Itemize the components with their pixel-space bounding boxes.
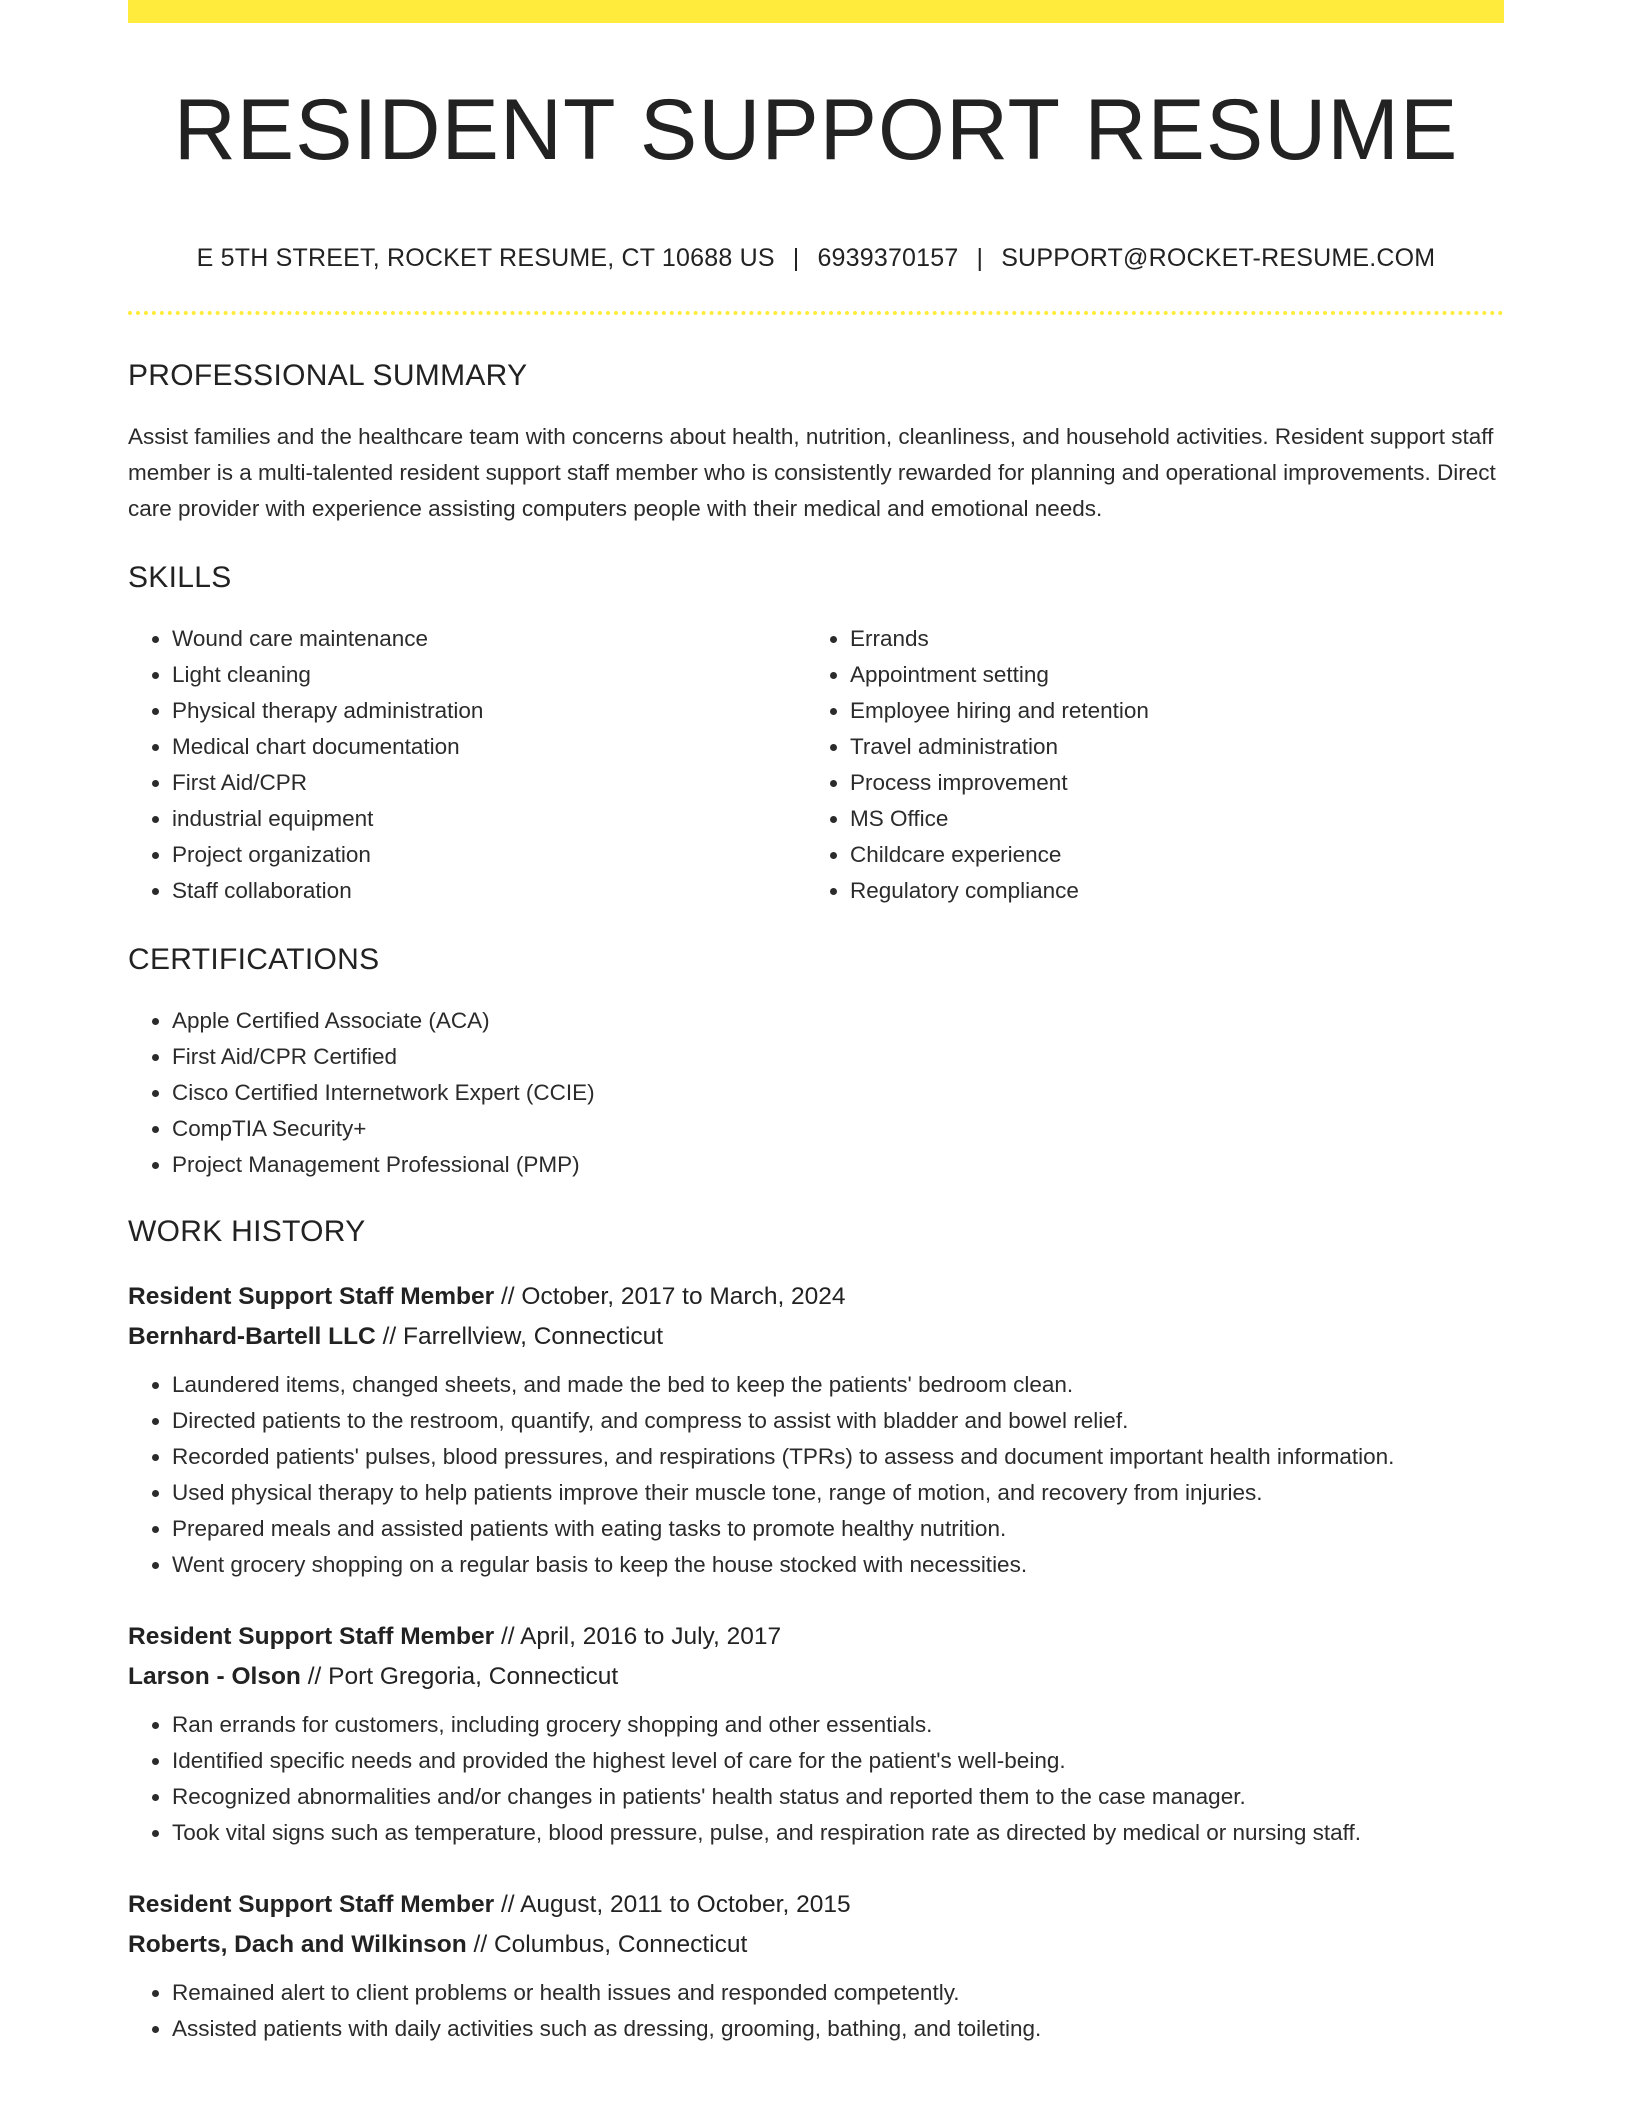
dotted-divider: [128, 311, 1504, 315]
skills-list-right: [806, 621, 1484, 909]
contact-phone[interactable]: 6939370157: [817, 243, 959, 272]
job-bullets: [128, 1707, 1504, 1851]
job-entry: [128, 1277, 1504, 1583]
skill-item: • MS Office: [850, 801, 1484, 837]
job-bullet: • Ran errands for customers, including grocery shopping and other essentials.: [172, 1707, 1504, 1743]
skill-item: • Physical therapy administration: [172, 693, 806, 729]
skill-item: • Staff collaboration: [172, 873, 806, 909]
job-bullet: • Laundered items, changed sheets, and made the bed to keep the patients' bedroom clean.: [172, 1367, 1504, 1403]
job-title: Resident Support Staff Member: [128, 1622, 495, 1650]
job-title-line: [128, 1277, 1504, 1317]
job-bullet: • Recorded patients' pulses, blood pressures, and respirations (TPRs) to assess and document important health information.: [172, 1439, 1504, 1475]
job-location: // Farrellview, Connecticut: [375, 1322, 664, 1350]
job-bullet: • Assisted patients with daily activities such as dressing, grooming, bathing, and toileting.: [172, 2011, 1504, 2047]
skill-item: • Process improvement: [850, 765, 1484, 801]
work-history-heading: WORK HISTORY: [128, 1214, 366, 1248]
job-company-line: [128, 1657, 1504, 1697]
job-company: Roberts, Dach and Wilkinson: [128, 1930, 467, 1958]
job-title-line: [128, 1885, 1504, 1925]
job-company-line: [128, 1317, 1504, 1357]
job-bullet: • Took vital signs such as temperature, blood pressure, pulse, and respiration rate as directed by medical or nursing staff.: [172, 1815, 1504, 1851]
skill-item: • Project organization: [172, 837, 806, 873]
job-bullet: • Recognized abnormalities and/or changes in patients' health status and reported them to the case manager.: [172, 1779, 1504, 1815]
job-bullets: [128, 1367, 1504, 1583]
job-bullet: • Used physical therapy to help patients improve their muscle tone, range of motion, and recovery from injuries.: [172, 1475, 1504, 1511]
skills-grid: [128, 621, 1504, 909]
job-bullet: • Went grocery shopping on a regular basis to keep the house stocked with necessities.: [172, 1547, 1504, 1583]
skill-item: • First Aid/CPR: [172, 765, 806, 801]
skills-list-left: [128, 621, 806, 909]
top-accent-bar: [128, 0, 1504, 23]
contact-separator: |: [792, 243, 800, 272]
skill-item: • Childcare experience: [850, 837, 1484, 873]
job-dates: // April, 2016 to July, 2017: [494, 1622, 782, 1650]
skill-item: • Wound care maintenance: [172, 621, 806, 657]
skill-item: • Travel administration: [850, 729, 1484, 765]
job-bullet: • Directed patients to the restroom, quantify, and compress to assist with bladder and bowel relief.: [172, 1403, 1504, 1439]
certification-item: • Cisco Certified Internetwork Expert (CCIE): [172, 1075, 1504, 1111]
job-title: Resident Support Staff Member: [128, 1282, 495, 1310]
job-bullet: • Prepared meals and assisted patients with eating tasks to promote healthy nutrition.: [172, 1511, 1504, 1547]
resume-title: RESIDENT SUPPORT RESUME: [173, 82, 1459, 178]
job-entry: [128, 1885, 1504, 2047]
contact-separator: |: [976, 243, 984, 272]
job-location: // Port Gregoria, Connecticut: [300, 1662, 619, 1690]
skill-item: • Regulatory compliance: [850, 873, 1484, 909]
skill-item: • industrial equipment: [172, 801, 806, 837]
job-dates: // August, 2011 to October, 2015: [494, 1890, 851, 1918]
job-bullet: • Identified specific needs and provided the highest level of care for the patient's well-being.: [172, 1743, 1504, 1779]
job-location: // Columbus, Connecticut: [466, 1930, 748, 1958]
contact-address: E 5TH STREET, ROCKET RESUME, CT 10688 US: [196, 243, 775, 272]
certifications-list: [128, 1003, 1504, 1183]
job-company: Bernhard-Bartell LLC: [128, 1322, 376, 1350]
skill-item: • Employee hiring and retention: [850, 693, 1484, 729]
certification-item: • Apple Certified Associate (ACA): [172, 1003, 1504, 1039]
job-entry: [128, 1617, 1504, 1851]
contact-email[interactable]: SUPPORT@ROCKET-RESUME.COM: [1001, 243, 1436, 272]
job-company-line: [128, 1925, 1504, 1965]
summary-heading: PROFESSIONAL SUMMARY: [128, 358, 528, 392]
job-bullets: [128, 1975, 1504, 2047]
skill-item: • Errands: [850, 621, 1484, 657]
skill-item: • Medical chart documentation: [172, 729, 806, 765]
certification-item: • Project Management Professional (PMP): [172, 1147, 1504, 1183]
job-bullet: • Remained alert to client problems or health issues and responded competently.: [172, 1975, 1504, 2011]
certification-item: • CompTIA Security+: [172, 1111, 1504, 1147]
resume-page: [128, 0, 1504, 2047]
job-title-line: [128, 1617, 1504, 1657]
skill-item: • Appointment setting: [850, 657, 1484, 693]
job-company: Larson - Olson: [128, 1662, 301, 1690]
job-dates: // October, 2017 to March, 2024: [494, 1282, 846, 1310]
certification-item: • First Aid/CPR Certified: [172, 1039, 1504, 1075]
certifications-heading: CERTIFICATIONS: [128, 942, 380, 976]
skill-item: • Light cleaning: [172, 657, 806, 693]
contact-info: [128, 244, 1504, 273]
job-title: Resident Support Staff Member: [128, 1890, 495, 1918]
summary-text: Assist families and the healthcare team with concerns about health, nutrition, cleanliness, and household activities. Resident support staff member is a multi-talented resident support staff member who is consistently rewarded for planning and operational improvements. Direct care provider with experience assisting computers people with their medical and emotional needs.: [128, 423, 1496, 521]
skills-heading: SKILLS: [128, 560, 232, 594]
